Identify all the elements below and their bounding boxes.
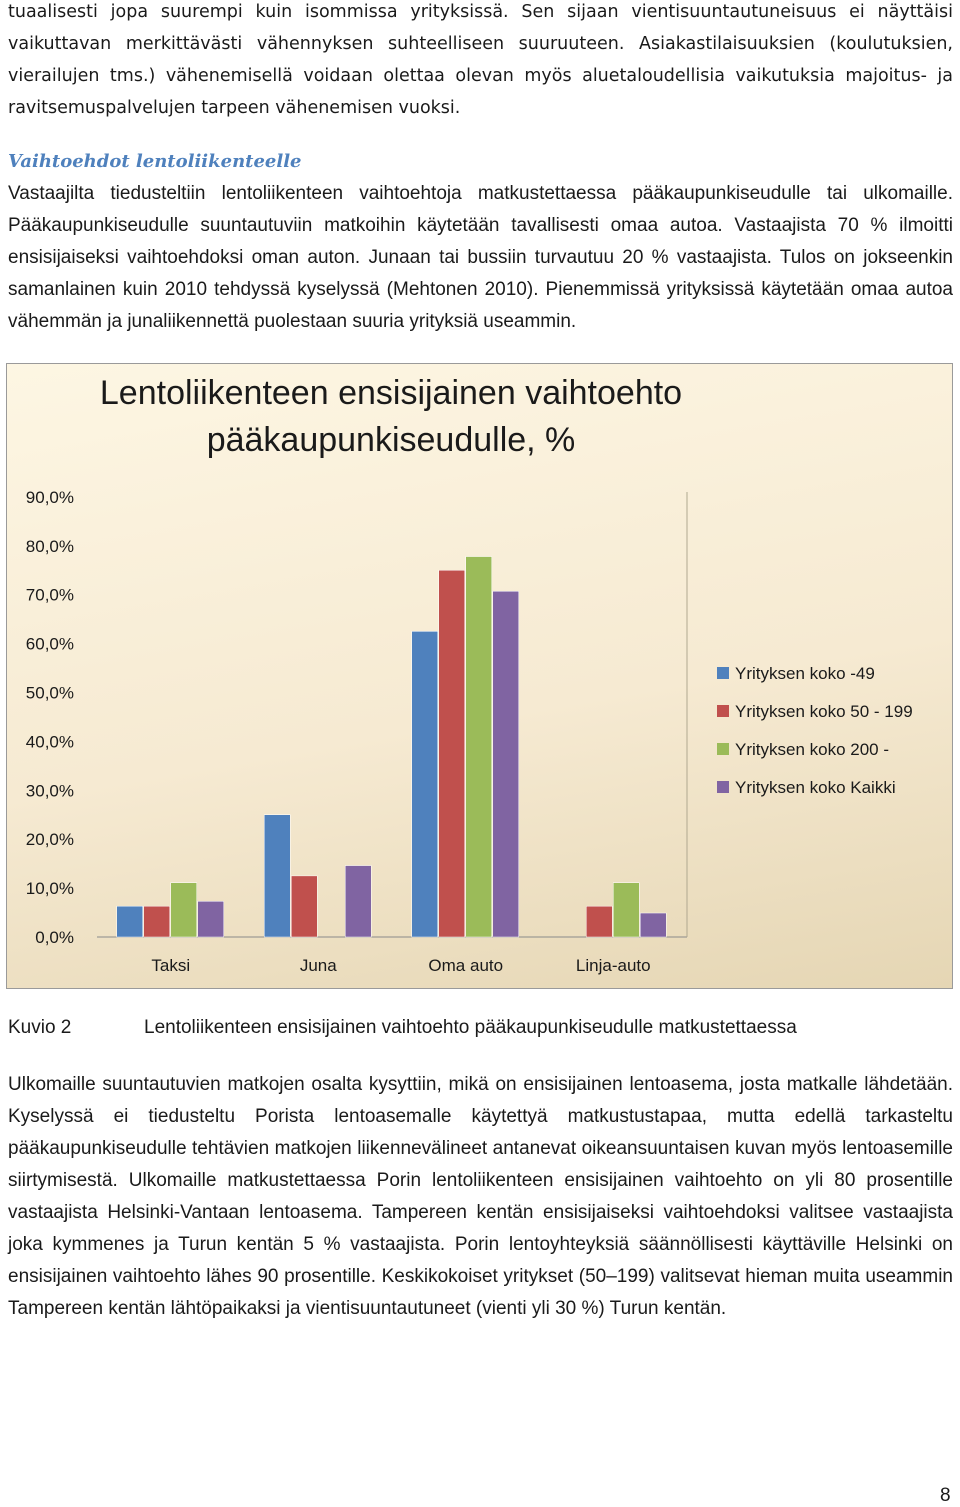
chart-title-line: pääkaupunkiseudulle, % xyxy=(206,421,576,459)
bar-1 xyxy=(412,631,438,937)
chart-title-line: Lentoliikenteen ensisijainen vaihtoehto xyxy=(99,374,683,412)
x-category-label: Oma auto xyxy=(428,956,504,975)
page-number: 8 xyxy=(940,1485,951,1506)
legend-swatch xyxy=(717,667,729,679)
legend-swatch xyxy=(717,743,729,755)
section-heading: Vaihtoehdot lentoliikenteelle xyxy=(8,151,302,172)
bar-1 xyxy=(264,815,290,937)
bar-2 xyxy=(439,570,465,937)
figure-caption-text: Lentoliikenteen ensisijainen vaihtoehto pääkaupunkiseudulle matkustettaessa xyxy=(144,1017,797,1038)
bar-chart xyxy=(6,363,953,989)
bar-4 xyxy=(345,866,371,937)
y-tick-label: 60,0% xyxy=(25,634,74,654)
bar-2 xyxy=(144,906,170,937)
bar-4 xyxy=(640,913,666,937)
bar-3 xyxy=(466,557,492,937)
y-tick-label: 20,0% xyxy=(25,830,74,850)
y-tick-label: 80,0% xyxy=(25,536,74,556)
bar-4 xyxy=(493,591,519,937)
bar-2 xyxy=(586,906,612,937)
y-tick-label: 0,0% xyxy=(35,928,74,947)
y-tick-label: 40,0% xyxy=(25,732,74,752)
y-tick-label: 30,0% xyxy=(25,781,74,801)
bar-3 xyxy=(171,883,197,937)
legend-entry: Yrityksen koko Kaikki xyxy=(735,778,896,797)
legend-swatch xyxy=(717,705,729,717)
figure-caption-label: Kuvio 2 xyxy=(8,1017,72,1038)
section-paragraph: Vastaajilta tiedusteltiin lentoliikenteen vaihtoehtoja matkustettaessa pääkaupunkiseudulle tai ulkomaille. Pääkaupunkiseudulle suuntautuviin matkoihin käytetään tavallisesti omaa autoa. Vastaajista 70 % ilmoitti ensisijaiseksi vaihtoehdoksi oman auton. Junaan tai bussiin turvautuu 20 % vastaajista. Tulos on jokseenkin samanlainen kuin 2010 tehdyssä kyselyssä (Mehtonen 2010). Pienemmissä yrityksissä käytetään omaa autoa vähemmän ja junaliikennettä puolestaan suuria yrityksiä useammin. xyxy=(8,183,953,332)
bar-3 xyxy=(613,883,639,937)
y-tick-label: 70,0% xyxy=(25,585,74,605)
bar-chart-svg xyxy=(7,364,954,990)
y-tick-label: 10,0% xyxy=(25,879,74,899)
x-category-label: Juna xyxy=(299,956,337,975)
y-tick-label: 50,0% xyxy=(25,683,74,703)
intro-paragraph: tuaalisesti jopa suurempi kuin isommissa yrityksissä. Sen sijaan vientisuuntautuneisuus ei näyttäisi vaikuttavan merkittävästi vähennyksen suhteelliseen suuruuteen. Asiakastilaisuuksien (koulutuksien, vierailujen tms.) vähenemisellä voidaan olettaa olevan myös aluetaloudellisia vaikutuksia majoitus- ja ravitsemuspalvelujen tarpeen vähenemisen vuoksi. xyxy=(8,2,953,118)
legend-entry: Yrityksen koko 50 - 199 xyxy=(735,702,913,721)
y-tick-label: 90,0% xyxy=(25,487,74,507)
bar-4 xyxy=(198,901,224,937)
final-paragraph: Ulkomaille suuntautuvien matkojen osalta kysyttiin, mikä on ensisijainen lentoasema, josta matkalle lähdetään. Kyselyssä ei tiedusteltu Porista lentoasemalle käytettyä matkustustapaa, mutta edellä tarkasteltu pääkaupunkiseudulle tehtävien matkojen liikennevälineet antanevat oikeansuuntaisen kuvan myös lentoasemille siirtymisestä. Ulkomaille matkustettaessa Porin lentoliikenteen ensisijainen vaihtoehto on yli 80 prosentille vastaajista Helsinki-Vantaan lentoasema. Tampereen kentän ensisijaiseksi vaihtoehdoksi valitsee vastaajista joka kymmenes ja Turun kentän 5 % vastaajista. Porin lentoyhteyksiä säännöllisesti käyttäville Helsinki on ensisijainen vaihtoehto lähes 90 prosentille. Keskikokoiset yritykset (50–199) valitsevat hieman muita useammin Tampereen kentän lähtöpaikaksi ja vientisuuntautuneet (vienti yli 30 %) Turun kentän. xyxy=(8,1074,953,1319)
bar-2 xyxy=(291,876,317,937)
legend-entry: Yrityksen koko -49 xyxy=(735,664,875,683)
legend-entry: Yrityksen koko 200 - xyxy=(735,740,890,759)
bar-1 xyxy=(117,906,143,937)
legend-swatch xyxy=(717,781,729,793)
x-category-label: Taksi xyxy=(151,956,191,975)
x-category-label: Linja-auto xyxy=(575,956,651,975)
